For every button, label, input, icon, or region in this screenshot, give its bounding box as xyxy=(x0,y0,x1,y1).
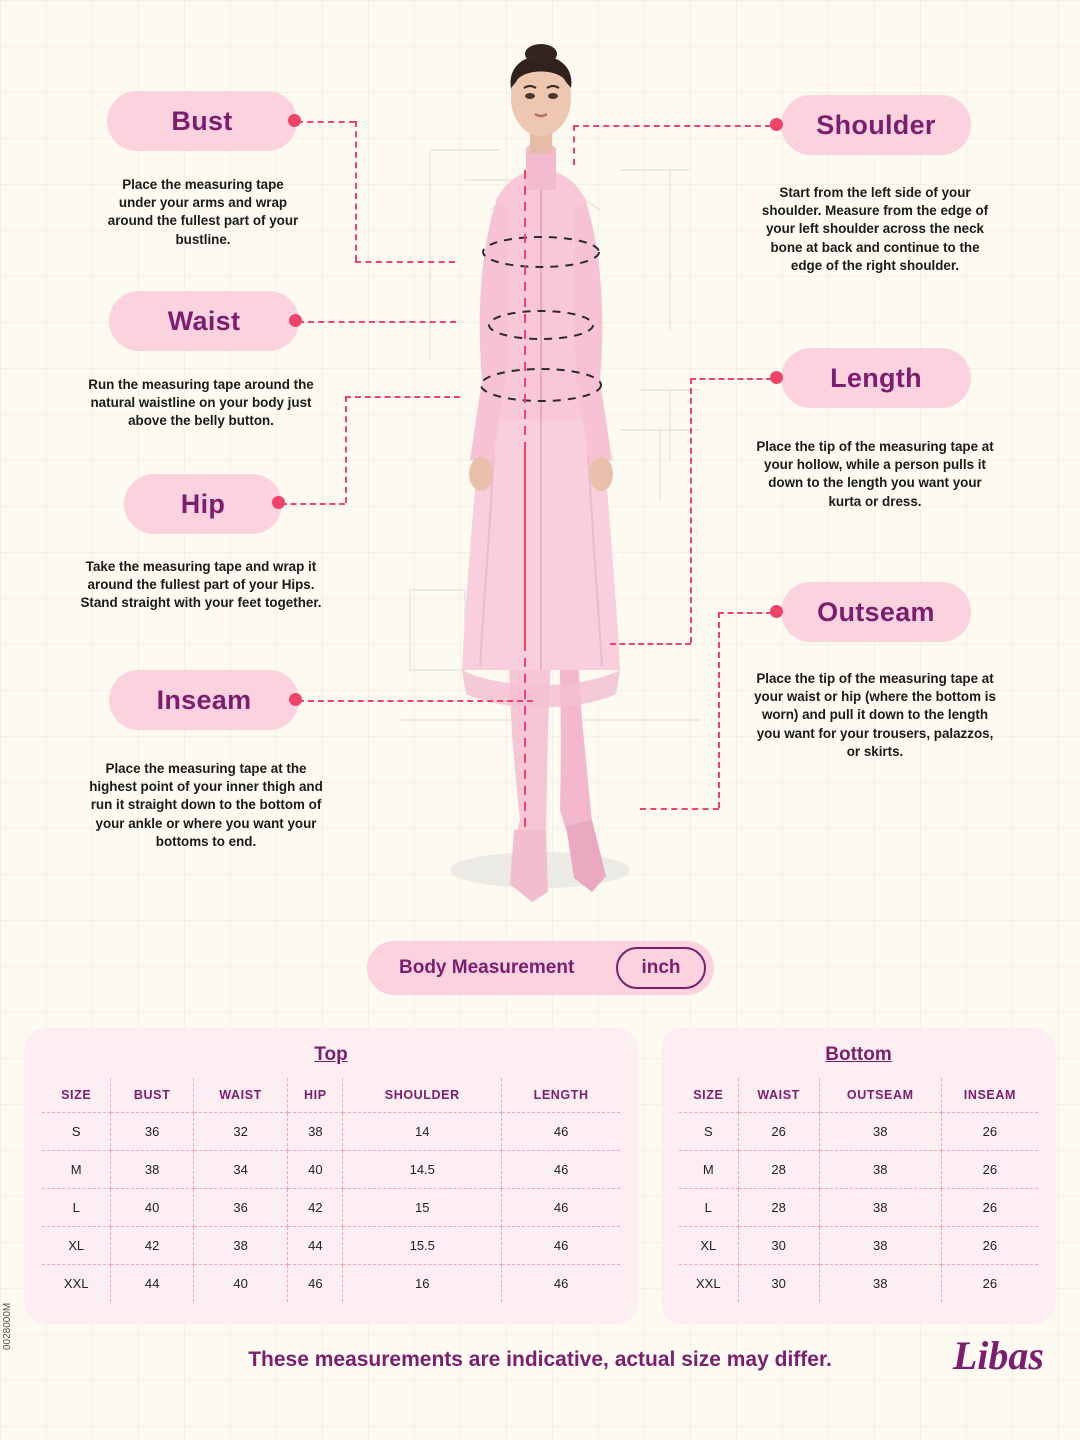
cell-shoulder: 15.5 xyxy=(343,1227,502,1265)
cell-size: S xyxy=(42,1113,111,1151)
connector-hip-1 xyxy=(281,503,345,505)
size-table-bottom-title: Bottom xyxy=(825,1044,892,1065)
col-waist: WAIST xyxy=(193,1078,288,1113)
cell-waist: 30 xyxy=(738,1265,819,1303)
col-shoulder: SHOULDER xyxy=(343,1078,502,1113)
cell-size: XL xyxy=(679,1227,738,1265)
cell-length: 46 xyxy=(502,1113,620,1151)
cell-bust: 38 xyxy=(111,1151,193,1189)
pill-waist-label: Waist xyxy=(167,305,241,336)
cell-size: M xyxy=(42,1151,111,1189)
pill-inseam-label: Inseam xyxy=(156,684,252,715)
cell-size: XXL xyxy=(679,1265,738,1303)
cell-waist: 32 xyxy=(193,1113,288,1151)
cell-inseam: 26 xyxy=(941,1151,1038,1189)
cell-waist: 38 xyxy=(193,1227,288,1265)
cell-size: XXL xyxy=(42,1265,111,1303)
desc-inseam: Place the measuring tape at the highest point of your inner thigh and run it straight down to the bottom of your ankle or where you want your bottoms to end. xyxy=(89,761,323,849)
table-header-row xyxy=(679,1078,1038,1113)
connector-outseam-3 xyxy=(640,808,719,810)
col-outseam: OUTSEAM xyxy=(819,1078,941,1113)
table-row xyxy=(679,1265,1038,1303)
size-table-bottom xyxy=(661,1028,1056,1324)
desc-length: Place the tip of the measuring tape at your hollow, while a person pulls it down to the length you want your kurta or dress. xyxy=(756,439,994,509)
size-table-top xyxy=(24,1028,638,1324)
cell-hip: 38 xyxy=(288,1113,343,1151)
cell-waist: 30 xyxy=(738,1227,819,1265)
body-measurement-label: Body Measurement xyxy=(399,957,575,978)
cell-hip: 42 xyxy=(288,1189,343,1227)
cell-length: 46 xyxy=(502,1189,620,1227)
body-measurement-bar xyxy=(367,941,714,995)
desc-shoulder: Start from the left side of your shoulder. Measure from the edge of your left shoulder across the neck bone at back and continue to the edge of the right shoulder. xyxy=(761,185,989,273)
pill-bust-label: Bust xyxy=(171,105,233,136)
connector-outseam-2 xyxy=(718,612,720,808)
cell-bust: 36 xyxy=(111,1113,193,1151)
table-top xyxy=(42,1078,620,1302)
table-row xyxy=(42,1265,620,1303)
desc-waist: Run the measuring tape around the natural waistline on your body just above the belly button. xyxy=(88,377,314,429)
size-table-top-title: Top xyxy=(314,1044,348,1065)
cell-bust: 40 xyxy=(111,1189,193,1227)
col-size: SIZE xyxy=(42,1078,111,1113)
cell-outseam: 38 xyxy=(819,1189,941,1227)
col-length: LENGTH xyxy=(502,1078,620,1113)
cell-outseam: 38 xyxy=(819,1265,941,1303)
disclaimer-text: These measurements are indicative, actual size may differ. xyxy=(248,1348,832,1371)
cell-size: S xyxy=(679,1113,738,1151)
table-row xyxy=(42,1113,620,1151)
unit-value: inch xyxy=(641,957,681,978)
cell-inseam: 26 xyxy=(941,1265,1038,1303)
cell-hip: 46 xyxy=(288,1265,343,1303)
table-row xyxy=(679,1189,1038,1227)
pill-bust[interactable] xyxy=(107,91,297,151)
cell-length: 46 xyxy=(502,1227,620,1265)
desc-hip: Take the measuring tape and wrap it around the fullest part of your Hips. Stand straight with your feet together. xyxy=(80,559,322,611)
pill-waist[interactable] xyxy=(109,291,299,351)
cell-shoulder: 16 xyxy=(343,1265,502,1303)
connector-shoulder-2 xyxy=(573,125,575,165)
pill-inseam[interactable] xyxy=(109,670,299,730)
cell-waist: 26 xyxy=(738,1113,819,1151)
table-row xyxy=(679,1151,1038,1189)
cell-hip: 40 xyxy=(288,1151,343,1189)
cell-shoulder: 14 xyxy=(343,1113,502,1151)
cell-waist: 34 xyxy=(193,1151,288,1189)
col-bust: BUST xyxy=(111,1078,193,1113)
connector-bust-1 xyxy=(297,121,355,123)
pill-length[interactable] xyxy=(781,348,971,408)
table-row xyxy=(679,1113,1038,1151)
cell-size: L xyxy=(679,1189,738,1227)
cell-size: XL xyxy=(42,1227,111,1265)
side-code: 0028000M xyxy=(2,1302,13,1350)
connector-length-1 xyxy=(690,378,772,380)
cell-bust: 44 xyxy=(111,1265,193,1303)
pill-length-label: Length xyxy=(830,362,922,393)
connector-bust-3 xyxy=(355,261,455,263)
table-bottom xyxy=(679,1078,1038,1302)
connector-hip-2 xyxy=(345,396,347,503)
col-inseam: INSEAM xyxy=(941,1078,1038,1113)
cell-length: 46 xyxy=(502,1265,620,1303)
unit-toggle[interactable] xyxy=(616,947,706,989)
connector-bust-2 xyxy=(355,121,357,261)
table-row xyxy=(42,1227,620,1265)
connector-hip-3 xyxy=(345,396,460,398)
pill-hip[interactable] xyxy=(124,474,282,534)
col-waist: WAIST xyxy=(738,1078,819,1113)
connector-shoulder-1 xyxy=(573,125,771,127)
table-row xyxy=(679,1227,1038,1265)
pill-shoulder-label: Shoulder xyxy=(816,109,936,140)
desc-bust: Place the measuring tape under your arms and wrap around the fullest part of your bustline. xyxy=(107,177,299,247)
cell-waist: 28 xyxy=(738,1151,819,1189)
cell-inseam: 26 xyxy=(941,1227,1038,1265)
col-hip: HIP xyxy=(288,1078,343,1113)
desc-outseam: Place the tip of the measuring tape at your waist or hip (where the bottom is worn) and pull it down to the length you want for your trousers, palazzos, or skirts. xyxy=(754,671,996,759)
brand-logo: Libas xyxy=(952,1333,1044,1378)
cell-size: L xyxy=(42,1189,111,1227)
connector-length-3 xyxy=(610,643,691,645)
cell-inseam: 26 xyxy=(941,1113,1038,1151)
cell-shoulder: 15 xyxy=(343,1189,502,1227)
cell-waist: 28 xyxy=(738,1189,819,1227)
connector-outseam-1 xyxy=(718,612,772,614)
pill-hip-label: Hip xyxy=(180,488,226,519)
pill-shoulder[interactable] xyxy=(781,95,971,155)
cell-hip: 44 xyxy=(288,1227,343,1265)
table-row xyxy=(42,1151,620,1189)
cell-waist: 36 xyxy=(193,1189,288,1227)
table-header-row xyxy=(42,1078,620,1113)
pill-outseam-label: Outseam xyxy=(817,596,935,627)
connector-inseam xyxy=(298,700,533,702)
cell-outseam: 38 xyxy=(819,1113,941,1151)
cell-outseam: 38 xyxy=(819,1151,941,1189)
cell-inseam: 26 xyxy=(941,1189,1038,1227)
cell-waist: 40 xyxy=(193,1265,288,1303)
col-size: SIZE xyxy=(679,1078,738,1113)
cell-length: 46 xyxy=(502,1151,620,1189)
cell-outseam: 38 xyxy=(819,1227,941,1265)
pill-outseam[interactable] xyxy=(781,582,971,642)
connector-waist xyxy=(298,321,456,323)
connector-length-2 xyxy=(690,378,692,643)
dot-shoulder xyxy=(770,118,783,131)
table-row xyxy=(42,1189,620,1227)
cell-shoulder: 14.5 xyxy=(343,1151,502,1189)
model-illustration xyxy=(370,30,710,910)
cell-size: M xyxy=(679,1151,738,1189)
cell-bust: 42 xyxy=(111,1227,193,1265)
